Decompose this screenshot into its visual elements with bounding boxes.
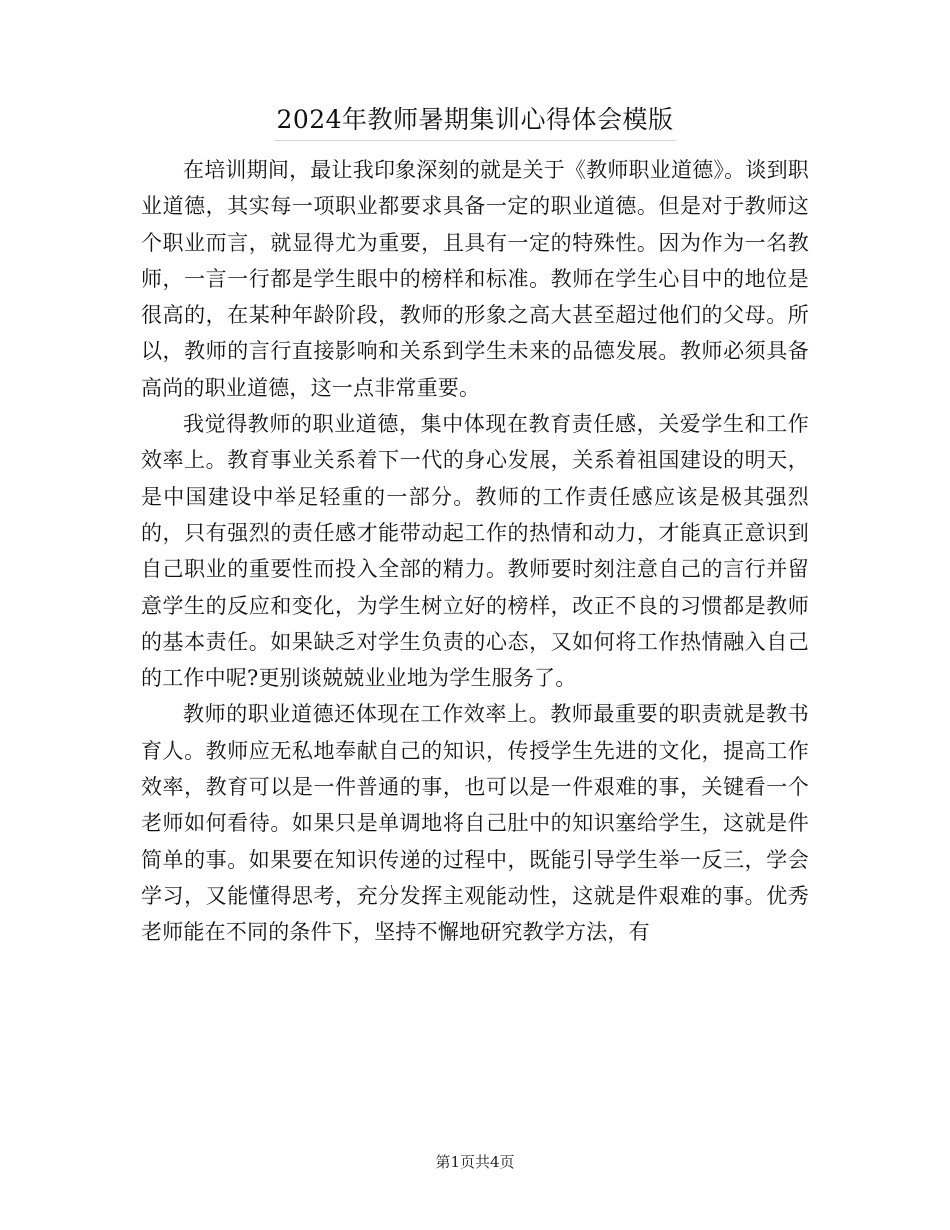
document-body: [141, 152, 809, 951]
page-number-footer: 第1页共4页: [435, 1153, 515, 1171]
document-title: 2024年教师暑期集训心得体会模版: [274, 102, 675, 141]
paragraph-2: 我觉得教师的职业道德，集中体现在教育责任感，关爱学生和工作效率上。教育事业关系着下一代的身心发展，关系着祖国建设的明天，是中国建设中举足轻重的一部分。教师的工作责任感应该是极其强烈的，只有强烈的责任感才能带动起工作的热情和动力，才能真正意识到自己职业的重要性而投入全部的精力。教师要时刻注意自己的言行并留意学生的反应和变化，为学生树立好的榜样，改正不良的习惯都是教师的基本责任。如果缺乏对学生负责的心态，又如何将工作热情融入自己的工作中呢?更别谈兢兢业业地为学生服务了。: [141, 412, 809, 691]
paragraph-3: 教师的职业道德还体现在工作效率上。教师最重要的职责就是教书育人。教师应无私地奉献自己的知识，传授学生先进的文化，提高工作效率，教育可以是一件普通的事，也可以是一件艰难的事，关键看一个老师如何看待。如果只是单调地将自己肚中的知识塞给学生，这就是件简单的事。如果要在知识传递的过程中，既能引导学生举一反三，学会学习，又能懂得思考，充分发挥主观能动性，这就是件艰难的事。优秀老师能在不同的条件下，坚持不懈地研究教学方法，有: [141, 702, 809, 945]
title-container: [0, 102, 950, 141]
paragraph-1: 在培训期间，最让我印象深刻的就是关于《教师职业道德》。谈到职业道德，其实每一项职业都要求具备一定的职业道德。但是对于教师这个职业而言，就显得尤为重要，且具有一定的特殊性。因为作为一名教师，一言一行都是学生眼中的榜样和标准。教师在学生心目中的地位是很高的，在某种年龄阶段，教师的形象之高大甚至超过他们的父母。所以，教师的言行直接影响和关系到学生未来的品德发展。教师必须具备高尚的职业道德，这一点非常重要。: [141, 158, 809, 400]
